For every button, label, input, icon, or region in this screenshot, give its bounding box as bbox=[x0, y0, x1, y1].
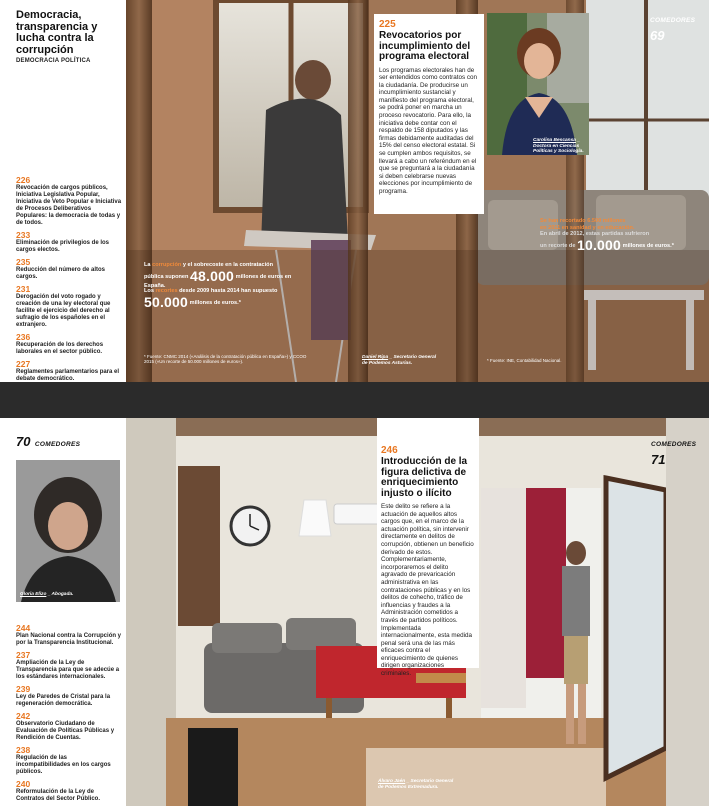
caption-role: Secretario General de Podemos Asturias. bbox=[362, 355, 437, 366]
section-title: Democracia, transparencia y lucha contra la corrupción bbox=[16, 9, 98, 56]
list-item bbox=[16, 258, 122, 281]
stat-highlight: en 2011 en sanidad y en educación. bbox=[540, 224, 635, 231]
proposal-text: Plan Nacional contra la Corrupción y por la Transparencia Institucional. bbox=[16, 633, 122, 646]
page-number: 70 bbox=[16, 434, 31, 449]
proposal-text: Observatorio Ciudadano de Evaluación de Políticas Públicas y Rendición de Cuentas. bbox=[16, 721, 115, 741]
stat-highlight: Se han recortado 6.500 millones bbox=[540, 218, 626, 224]
proposal-body: Este delito se refiere a la actuación de aquellos altos cargos que, en el marco de la actuación política, sin intervenir directamente en delitos de corrupción, obtienen un beneficio derivado de estos. Complementariamente, incorporaremos el delito agravado de prevaricación administrativa en las contrataciones públicas y en los delitos de cohecho, tráfico de influencias y fraudes a la Administración cometidos a través de partidos políticos. Implementada internacionalmente, esta medida penal será una de las más eficaces contra el enriquecimiento de quienes dirigen organizaciones criminales. bbox=[381, 503, 474, 678]
list-item bbox=[16, 231, 122, 254]
photo-caption: Daniel Ripa _ Secretario General de Podemos Asturias. bbox=[362, 355, 437, 366]
stat-text: un recorte de bbox=[540, 242, 576, 249]
photo-caption: Álvaro Jaén _ Secretario General de Podemos Extremadura. bbox=[378, 779, 454, 790]
list-item bbox=[16, 651, 122, 681]
portrait-photo bbox=[487, 13, 589, 155]
proposal-number: 238 bbox=[16, 745, 31, 755]
proposal-number: 231 bbox=[16, 284, 31, 294]
proposal-text: Recuperación de los derechos laborales en el sector público. bbox=[16, 342, 104, 355]
spread-pages-68-69 bbox=[0, 0, 709, 382]
list-item bbox=[16, 685, 122, 708]
proposal-number: 225 bbox=[379, 19, 396, 30]
stat-text: En abril de 2012, estas partidas sufrieron bbox=[540, 231, 650, 238]
proposal-number: 246 bbox=[381, 445, 398, 456]
stat-text: y el sobrecoste en la contratación pública suponen bbox=[144, 262, 274, 280]
list-item bbox=[16, 712, 122, 742]
proposal-text: Derogación del voto rogado y creación de una ley electoral que facilite el ejercicio del derecho al sufragio de los españoles en el extranjero. bbox=[16, 294, 111, 328]
stat-value: 48.000 bbox=[190, 267, 235, 284]
proposal-number: 233 bbox=[16, 230, 31, 240]
page-label: COMEDORES bbox=[650, 17, 696, 24]
proposal-title: Introducción de la figura delictiva de enriquecimiento injusto o ilícito bbox=[381, 456, 468, 499]
left-column bbox=[0, 0, 126, 382]
proposal-text: Reformulación de la Ley de Contratos del Sector Público. bbox=[16, 789, 101, 802]
stat-health-education bbox=[540, 218, 690, 252]
proposal-text: Ley de Paredes de Cristal para la regeneración democrática. bbox=[16, 694, 111, 707]
proposal-body: Los programas electorales han de ser entendidos como contratos con la ciudadanía. De producirse un incumplimiento sustancial y manifiesto del programa electoral, se podrá poner en marcha un proceso revocatorio. Para ello, la iniciativa debe contar con el respaldo de 158 diputados y las firmas debidamente auditadas del 15% del censo electoral estatal. Si se cumplen ambos requisitos, se llevará a cabo un referéndum en el que se preguntará a la ciudadanía si deben celebrarse nuevas elecciones por incumplimiento de programa. bbox=[379, 66, 478, 195]
proposal-box-246 bbox=[377, 418, 479, 678]
caption-name: Gloria Elizo bbox=[20, 592, 47, 597]
stat-corruption bbox=[144, 262, 294, 289]
portrait-caption: Carolina Bescansa _ Doctora en Ciencias Políticas y Sociología. bbox=[533, 138, 584, 155]
section-subtitle: DEMOCRACIA POLÍTICA bbox=[16, 58, 91, 64]
stat-suffix: millones de euros.* bbox=[189, 299, 241, 306]
proposal-text: Reglamentes parlamentarios para el debate democrático. bbox=[16, 369, 120, 382]
spread-pages-70-71 bbox=[0, 418, 709, 806]
proposal-number: 244 bbox=[16, 623, 31, 633]
proposal-number: 235 bbox=[16, 257, 31, 267]
proposal-title: Revocatorios por incumplimiento del programa electoral bbox=[379, 30, 471, 62]
proposal-number: 240 bbox=[16, 779, 31, 789]
caption-name: Daniel Ripa bbox=[362, 355, 389, 360]
stat-highlight: corrupción bbox=[152, 262, 182, 268]
stat-text: desde 2009 hasta 2014 han supuesto bbox=[177, 288, 278, 294]
proposal-text: Eliminación de privilegios de los cargos electos. bbox=[16, 240, 110, 253]
caption-name: Álvaro Jaén bbox=[378, 779, 406, 784]
page-label: COMEDORES bbox=[34, 441, 81, 448]
list-item bbox=[16, 780, 122, 803]
page-number-71 bbox=[651, 433, 709, 469]
list-item bbox=[16, 333, 122, 356]
footnote-left: * Fuente: CNMC 2014 («Análisis de la contratación pública en España») y CCOO 2015 («Un recorte de 50.000 millones de euros»). bbox=[144, 354, 307, 365]
stat-highlight: recortes bbox=[155, 288, 178, 294]
stat-text: La bbox=[144, 262, 153, 268]
proposal-list bbox=[16, 172, 122, 382]
caption-role: Doctora en Ciencias Políticas y Sociología. bbox=[533, 143, 584, 155]
proposal-number: 226 bbox=[16, 175, 31, 185]
proposal-list bbox=[16, 620, 122, 803]
stat-text: Los bbox=[144, 288, 156, 294]
caption-name: Carolina Bescansa bbox=[533, 138, 576, 143]
proposal-text: Ampliación de la Ley de Transparencia para que se adecúe a los estándares internacionales. bbox=[16, 660, 120, 680]
caption-role: Abogada. bbox=[51, 592, 74, 597]
list-item bbox=[16, 746, 122, 776]
stat-cuts bbox=[144, 288, 284, 309]
list-item bbox=[16, 360, 122, 382]
page-number-69 bbox=[650, 9, 709, 45]
proposal-text: Revocación de cargos públicos, Iniciativa Legislativa Popular, Iniciativa de Veto Popular e Iniciativa de Procesos Deliberativos Populares: la democracia de todas y de todos. bbox=[16, 185, 122, 226]
portrait-caption: Gloria Elizo _ Abogada. bbox=[20, 592, 74, 597]
page-number-70 bbox=[16, 433, 80, 451]
list-item bbox=[16, 176, 122, 227]
proposal-number: 242 bbox=[16, 711, 31, 721]
proposal-text: Reducción del número de altos cargos. bbox=[16, 267, 106, 280]
portrait-drawing bbox=[487, 13, 589, 155]
stat-value: 10.000 bbox=[577, 236, 622, 253]
left-column bbox=[0, 418, 126, 806]
stat-suffix: millones de euros en España. bbox=[144, 273, 292, 289]
proposal-box-225 bbox=[374, 14, 484, 214]
page-number: 69 bbox=[650, 28, 665, 43]
list-item bbox=[16, 624, 122, 647]
stat-suffix: millones de euros.* bbox=[622, 242, 674, 249]
proposal-text: Regulación de las incompatibilidades en los cargos públicos. bbox=[16, 755, 111, 775]
proposal-number: 236 bbox=[16, 332, 31, 342]
proposal-number: 237 bbox=[16, 650, 31, 660]
footnote-right: * Fuente: INE, Contabilidad Nacional. bbox=[487, 358, 562, 363]
list-item bbox=[16, 285, 122, 329]
proposal-number: 227 bbox=[16, 359, 31, 369]
stat-value: 50.000 bbox=[144, 293, 189, 310]
caption-role: Secretario General de Podemos Extremadura. bbox=[378, 779, 454, 790]
page-number: 71 bbox=[651, 452, 666, 467]
page-label: COMEDORES bbox=[651, 441, 697, 448]
portrait-drawing bbox=[16, 460, 120, 602]
portrait-photo bbox=[16, 460, 120, 602]
proposal-number: 239 bbox=[16, 684, 31, 694]
